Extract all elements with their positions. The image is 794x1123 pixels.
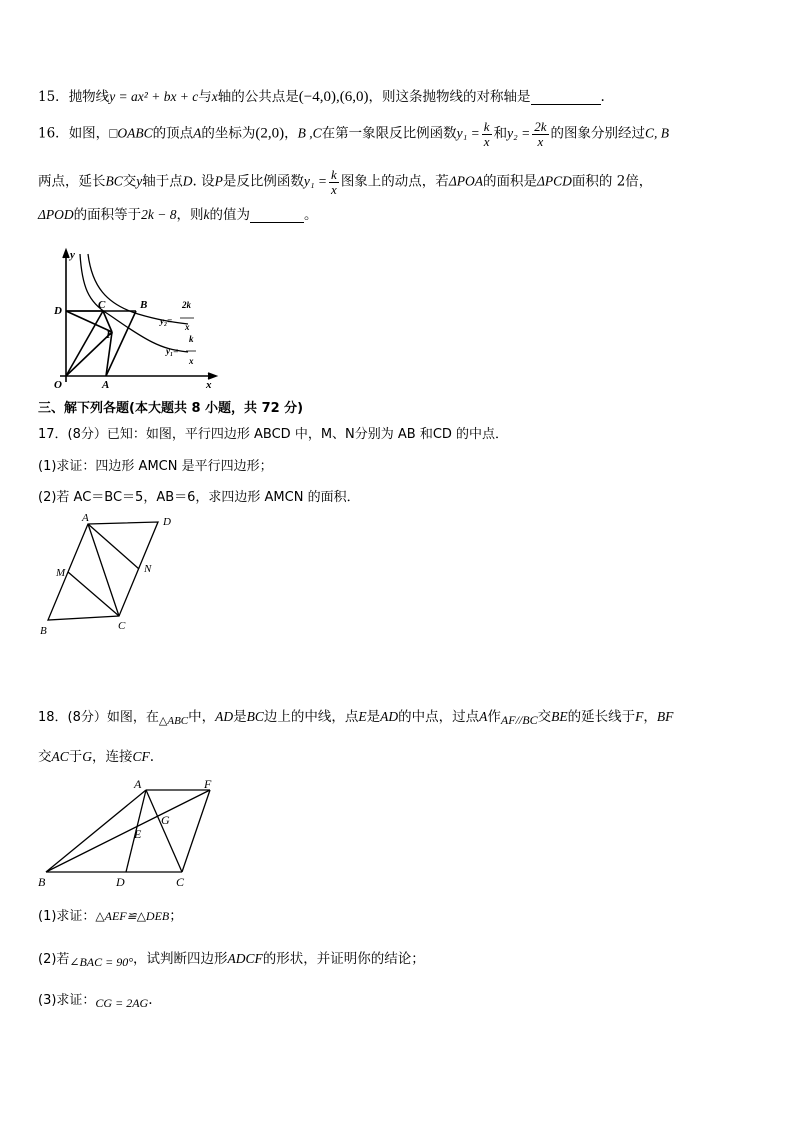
label-y1: y₁=: [166, 346, 179, 356]
fraction-k-over-x: $\frac{k}{x}$: [483, 119, 490, 149]
q18-congruence: △AEF≌△DEB: [95, 909, 170, 923]
q18-angle: ∠BAC = 90°: [69, 955, 134, 969]
q18-var: F: [635, 709, 644, 724]
q15-text: 抛物线: [68, 89, 110, 105]
q18-var: BF: [656, 709, 674, 724]
q16-line-3: [38, 208, 318, 223]
q15-points: (−4,0),(6,0): [298, 89, 369, 105]
q16-triangle: ΔPOA: [448, 173, 483, 189]
q18-var: AD: [380, 709, 399, 724]
label-y2-num: 2k: [182, 300, 191, 310]
label-y1-den: x: [189, 356, 194, 366]
q15-var: x: [211, 89, 218, 104]
q16-text: ，则: [176, 207, 204, 223]
label-O: O: [54, 379, 62, 391]
q16-text: 是反比例函数: [222, 173, 304, 190]
label-N: N: [144, 563, 152, 575]
q18-var: A: [479, 709, 488, 724]
label-D: D: [163, 516, 171, 528]
label-y: y: [70, 249, 75, 261]
q16-triangle: ΔPOD: [38, 207, 74, 222]
q16-figure: [48, 246, 228, 392]
label-C: C: [98, 299, 106, 311]
q16-var: k: [203, 207, 210, 222]
label-y2-den: x: [185, 322, 190, 332]
q18-parallel: AF//BC: [500, 713, 538, 727]
line-BF: [46, 790, 210, 872]
q16-text: 的值为: [209, 207, 251, 223]
label-y1-num: k: [189, 334, 194, 344]
q18-text: 的中点，过点: [398, 709, 480, 725]
q18-part-label: (2)若: [38, 952, 70, 967]
q18-var: G: [82, 749, 93, 764]
q16-text: . 设: [192, 173, 215, 190]
q16-text: 的面积等于: [73, 207, 142, 223]
q18-part-label: (3)求证：: [38, 993, 96, 1008]
q16-line-1: [38, 120, 669, 148]
q16-triangle: ΔPCD: [536, 173, 572, 189]
q18-text: 中，: [188, 709, 216, 725]
q18-var: ADCF: [227, 951, 263, 966]
label-D: D: [116, 875, 125, 889]
q17-line-3: (2)若 AC＝BC＝5，AB＝6，求四边形 AMCN 的面积．: [38, 490, 360, 505]
q16-text: 图象上的动点，若: [340, 173, 449, 190]
section-heading: 三、解下列各题(本大题共 8 小题，共 72 分): [38, 401, 304, 416]
q18-text: ，: [643, 709, 657, 725]
q16-number: 16．: [38, 125, 69, 142]
q16-var: y: [136, 173, 143, 189]
label-D: D: [54, 305, 62, 317]
q15-end: .: [600, 89, 605, 105]
q18-text: 的形状，并证明你的结论；: [262, 951, 425, 967]
q18-text: ，试判断四边形: [133, 951, 228, 967]
answer-blank-16: [250, 208, 304, 223]
q18-line-1: [38, 710, 673, 727]
label-B: B: [40, 625, 47, 637]
q18-part-label: (1)求证：: [38, 909, 96, 924]
q18-var: CF: [132, 749, 150, 764]
q16-y2: y₂ =: [507, 125, 531, 141]
q18-equation: CG = 2AG: [95, 996, 149, 1010]
label-C: C: [118, 620, 126, 632]
q16-text: 交: [122, 173, 137, 190]
q16-text: 轴于点: [142, 173, 183, 190]
q18-text: 于: [68, 749, 83, 765]
q16-var: P: [214, 173, 223, 189]
label-A: A: [134, 777, 142, 791]
label-y2: y₂=: [160, 316, 173, 326]
label-B: B: [38, 875, 46, 889]
q18-var: AC: [51, 749, 69, 764]
q18-end: .: [149, 749, 155, 765]
q18-text: 的延长线于: [567, 709, 636, 725]
q18-text: 是: [233, 709, 247, 725]
label-B: B: [140, 299, 148, 311]
q17-line-1: 17．(8分）已知：如图，平行四边形 ABCD 中，M、N分别为 AB 和CD 的中点．: [38, 427, 509, 442]
q16-end: 。: [304, 207, 318, 223]
q18-text: 交: [537, 709, 552, 725]
y-axis-arrow: [63, 250, 69, 258]
q16-var: BC: [105, 173, 123, 189]
label-A: A: [102, 379, 110, 391]
q18-number: 18．(8分）如图，在: [38, 710, 159, 725]
q16-var: C, B: [645, 125, 670, 141]
q16-expression: 2k − 8: [141, 207, 177, 222]
q16-parallelogram: □OABC: [109, 125, 153, 141]
q18-text: 边上的中线，点: [263, 709, 359, 725]
label-P: P: [106, 329, 113, 341]
q18-end: .: [148, 992, 153, 1008]
line-AC: [146, 790, 182, 872]
q18-var: AD: [215, 709, 234, 724]
label-G: G: [161, 813, 170, 827]
q18-figure: [34, 776, 234, 892]
q16-text: 的图象分别经过: [550, 125, 646, 142]
q16-line-2: [38, 168, 652, 196]
q18-part-2: [38, 952, 425, 968]
q16-var: B ,C: [297, 125, 322, 141]
q18-text: 是: [366, 709, 381, 725]
label-A: A: [82, 512, 89, 524]
q15-equation: y = ax² + bx + c: [109, 89, 199, 104]
q16-var: D: [182, 173, 193, 189]
q18-var: E: [358, 709, 367, 724]
q16-text: 的面积是: [482, 173, 537, 190]
q17-line-2: (1)求证：四边形 AMCN 是平行四边形；: [38, 459, 273, 474]
q18-text: 作: [487, 709, 501, 725]
q16-text: 两点，延长: [38, 173, 106, 190]
q18-line-2: [38, 750, 154, 765]
label-M: M: [56, 567, 66, 579]
q16-text: 的顶点: [152, 125, 194, 142]
label-F: F: [204, 777, 212, 791]
q18-text: ，连接: [92, 749, 133, 765]
label-E: E: [134, 827, 142, 841]
q15-text: 与: [198, 89, 212, 105]
fraction-k-over-x: $\frac{k}{x}$: [331, 167, 337, 197]
line-OC: [66, 311, 103, 376]
q16-y1: y₁ =: [456, 125, 480, 141]
q15-number: 15．: [38, 89, 69, 105]
line-BA: [46, 790, 146, 872]
label-C: C: [176, 875, 185, 889]
q15-text: ，则这条抛物线的对称轴是: [368, 89, 531, 105]
curve-y2: [88, 254, 188, 324]
q18-var: BC: [246, 709, 264, 724]
answer-blank-15: [531, 91, 601, 106]
q18-part-1: [38, 910, 183, 924]
q18-part-3: [38, 994, 152, 1009]
q18-text: ；: [169, 908, 183, 924]
q18-text: 交: [38, 749, 52, 765]
q16-text: 面积的 2倍，: [571, 173, 653, 190]
q16-text: ，: [284, 125, 298, 142]
q16-coord: (2,0): [255, 125, 285, 142]
q15-text: 轴的公共点是: [217, 89, 299, 105]
q16-text: 的坐标为: [201, 125, 256, 142]
q16-text: 如图，: [68, 125, 110, 142]
q16-text: 和: [493, 125, 508, 142]
q16-y1: y₁ =: [303, 173, 328, 189]
fraction-2k-over-x: $\frac{2k}{x}$: [534, 119, 547, 149]
q16-var: A: [193, 125, 202, 141]
label-x: x: [206, 379, 212, 391]
q15-line: [38, 90, 605, 105]
q16-text: 在第一象限反比例函数: [321, 125, 457, 142]
q18-var: BE: [551, 709, 568, 724]
q18-triangle: △ABC: [158, 715, 189, 727]
q17-figure: [36, 512, 186, 640]
